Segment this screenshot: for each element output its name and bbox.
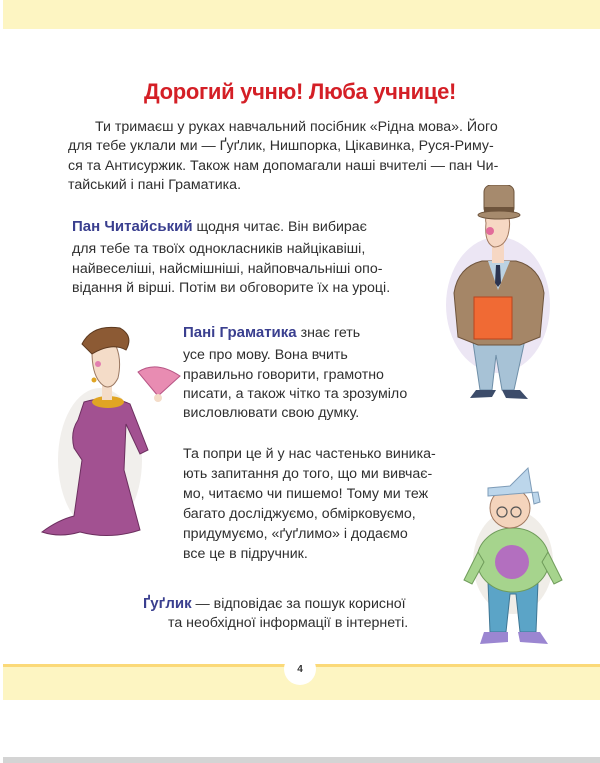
intro-paragraph [68,118,498,195]
paragraph-line: придумуємо, «ґуґлимо» і додаємо [183,526,408,542]
character-name-chytaiskyi: Пан Читайський [72,218,193,235]
guglyk-paragraph [143,594,408,634]
chytaiskyi-paragraph [72,217,390,298]
pani-gramatyka-illustration [30,320,190,545]
paragraph-line: Та попри це й у нас частенько виника- [183,446,436,462]
intro-line: ся та Антисуржик. Також нам допомагали наші вчителі — пан Чи- [68,157,499,174]
paragraph-line: мо, читаємо чи пишемо! Тому ми теж [183,486,429,502]
intro-line: для тебе уклали ми — Ґуґлик, Нишпорка, Цікавинка, Руся-Риму- [68,138,494,155]
paragraph-line: все це в підручник. [183,546,308,562]
page-bottom-edge [3,757,600,763]
page-title: Дорогий учню! Люба учнице! [143,78,457,104]
guglyk-illustration [458,462,568,652]
character-name-guglyk: Ґуґлик [143,595,192,612]
paragraph-line: відання й вірші. Потім ви обговорите їх на уроці. [72,279,391,296]
paragraph-line: найвеселіші, найсмішніші, найповчальніші опо- [72,260,383,277]
paragraph-line: для тебе та твоїх однокласників найцікавіші, [72,241,366,258]
pan-chytaiskyi-illustration [440,185,560,415]
paragraph-text: — відповідає за пошук корисної [191,596,406,612]
page-number-text: 4 [297,663,303,675]
paragraph-text: знає геть [296,325,361,341]
intro-line: тайський і пані Граматика. [68,176,242,193]
questions-paragraph [183,444,436,564]
paragraph-line: та необхідної інформації в інтернеті. [168,615,409,632]
paragraph-text: щодня читає. Він вибирає [192,219,367,235]
paragraph-line: писати, а також чітко та зрозуміло [183,385,408,402]
paragraph-line: правильно говорити, грамотно [183,366,384,383]
character-name-gramatyka: Пані Граматика [183,324,297,341]
gramatyka-paragraph [183,323,407,423]
top-decorative-band [3,0,600,29]
paragraph-line: ють запитання до того, що ми вивчає- [183,466,433,482]
paragraph-line: висловлювати свою думку. [183,405,360,422]
page-number [284,653,316,685]
intro-line: Ти тримаєш у руках навчальний посібник «Рідна мова». Його [95,119,498,135]
paragraph-line: усе про мову. Вона вчить [183,347,348,364]
paragraph-line: багато досліджуємо, обмірковуємо, [183,506,416,522]
